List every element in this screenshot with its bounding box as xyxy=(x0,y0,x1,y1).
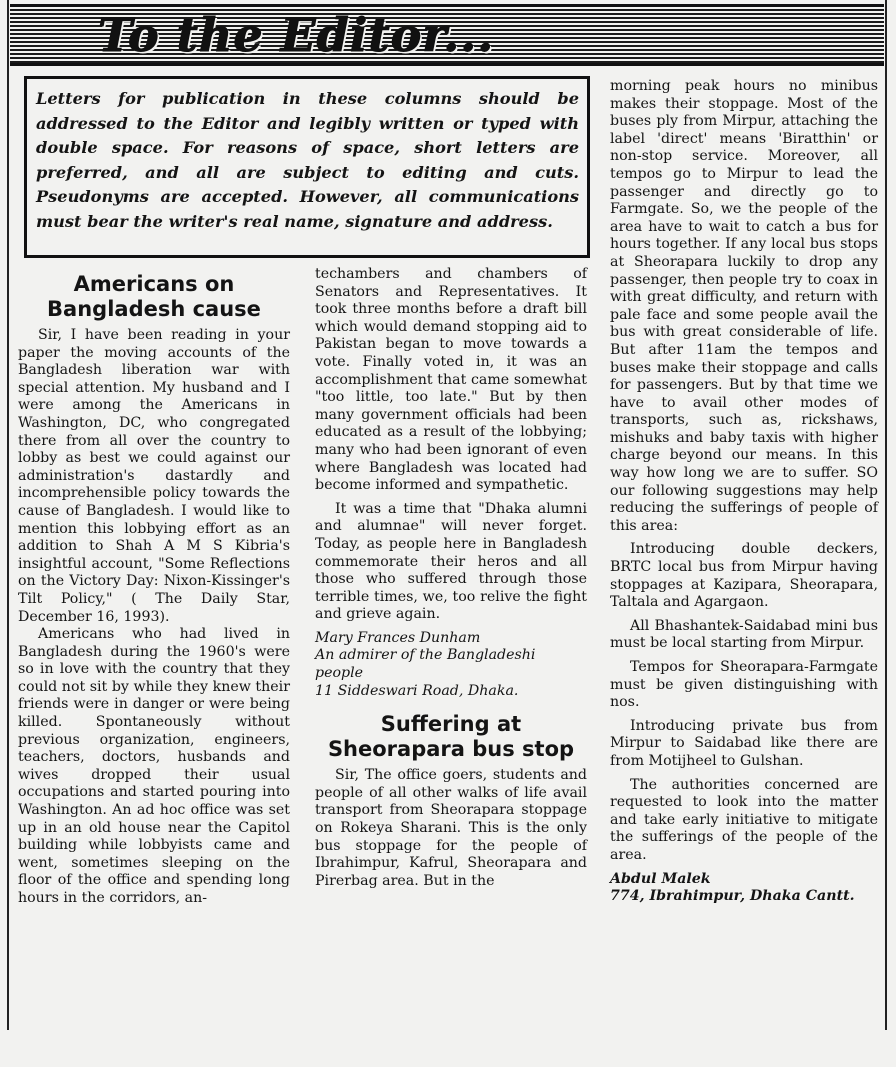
letter1-signature-line: An admirer of the Bangladeshi people xyxy=(315,647,536,682)
letter1-paragraph: It was a time that "Dhaka alumni and alumnae" will never forget. Today, as people here in Bangladesh commemorate their heros and all those who suffered through those terrible times, we, too relive the fight and grieve again. xyxy=(315,500,587,623)
letter1-paragraph-continued: techambers and chambers of Senators and Representatives. It took three months before a draft bill which would demand stopping aid to Pakistan began to move towards a vote. Finally voted in, it was an accomplishment that came somewhat "too little, too late." But by then many government officials had been educated as a result of the lobbying; many who had been ignorant of even where Bangladesh was located had become informed and sympathetic. xyxy=(315,266,587,494)
section-title: To the Editor... xyxy=(98,8,495,62)
letter2-suggestion: Introducing private bus from Mirpur to Saidabad like there are from Motijheel to Gulshan. xyxy=(610,717,878,769)
letter1-signature-name: Mary Frances Dunham xyxy=(315,629,481,646)
column-2 xyxy=(315,266,587,890)
editorial-notice-box: Letters for publication in these columns should be addressed to the Editor and legibly written or typed with double space. For reasons of space, short letters are preferred, and all are subject to editing and cuts. Pseudonyms are accepted. However, all communications must bear the writer's real name, signature and address. xyxy=(24,76,590,258)
section-banner xyxy=(10,4,884,66)
letter1-paragraph: Americans who had lived in Bangladesh during the 1960's were so in love with the country that they could not sit by while they knew their friends were in danger or were being killed. Spontaneously without previous organization, engineers, teachers, doctors, husbands and wives dropped their usual occupations and started pouring into Washington. An ad hoc office was set up in an old house near the Capitol building while lobbyists came and went, sometimes sleeping on the floor of the office and spending long hours in the corridors, an- xyxy=(18,626,290,906)
letter1-paragraph: Sir, I have been reading in your paper the moving accounts of the Bangladesh liberation war with special attention. My husband and I were among the Americans in Washington, DC, who congregated there from all over the country to lobby as best we could against our administration's dastardly and incomprehensible policy towards the cause of Bangladesh. I would like to mention this lobbying effort as an addition to Shah A M S Kibria's insightful account, "Some Reflections on the Victory Day: Nixon-Kissinger's Tilt Policy," ( The Daily Star, December 16, 1993). xyxy=(18,327,290,625)
letter2-suggestion: Tempos for Sheorapara-Farmgate must be given distinguishing with nos. xyxy=(610,659,878,711)
left-column-rule xyxy=(7,0,9,1030)
letter2-paragraph: Sir, The office goers, students and people of all other walks of life avail transport from Sheorapara stoppage on Rokeya Sharani. This is the only bus stoppage for the people of Ibrahimpur, Kafrul, Sheorapara and Pirerbag area. But in the xyxy=(315,767,587,889)
letter2-headline: Suffering at Sheorapara bus stop xyxy=(327,712,575,762)
letter2-suggestion: All Bhashantek-Saidabad mini bus must be local starting from Mirpur. xyxy=(610,617,878,652)
letter1-headline: Americans on Bangladesh cause xyxy=(47,272,261,321)
column-1 xyxy=(18,266,290,908)
letter2-suggestion: Introducing double deckers, BRTC local bus from Mirpur having stoppages at Kazipara, Sheorapara, Taltala and Agargaon. xyxy=(610,541,878,611)
letter2-signature-address: 774, Ibrahimpur, Dhaka Cantt. xyxy=(610,888,855,905)
letter1-signature-address: 11 Siddeswari Road, Dhaka. xyxy=(315,682,519,699)
letter2-paragraph-continued: morning peak hours no minibus makes their stoppage. Most of the buses ply from Mirpur, attaching the label 'direct' means 'Biratthin' or non-stop service. Moreover, all tempos go to Mirpur to lead the passenger and directly go to Farmgate. So, we the people of the area have to wait to catch a bus for hours together. If any local bus stops at Sheorapara luckily to drop any passenger, then people try to coax in with great difficulty, and return with pale face and some people avail the bus with great considerable of life. But after 11am the tempos and buses make their stoppage and calls for passengers. But by that time we have to avail other modes of transports, such as, rickshaws, mishuks and baby taxis with higher charge beyond our means. In this way how long we are to suffer. SO our following suggestions may help reducing the sufferings of people of this area: xyxy=(610,78,878,534)
letter2-paragraph: The authorities concerned are requested to look into the matter and take early initiative to mitigate the sufferings of the people of the area. xyxy=(610,776,878,863)
letter2-signature-name: Abdul Malek xyxy=(610,870,711,887)
column-3 xyxy=(610,78,878,906)
right-column-rule xyxy=(885,0,887,1030)
